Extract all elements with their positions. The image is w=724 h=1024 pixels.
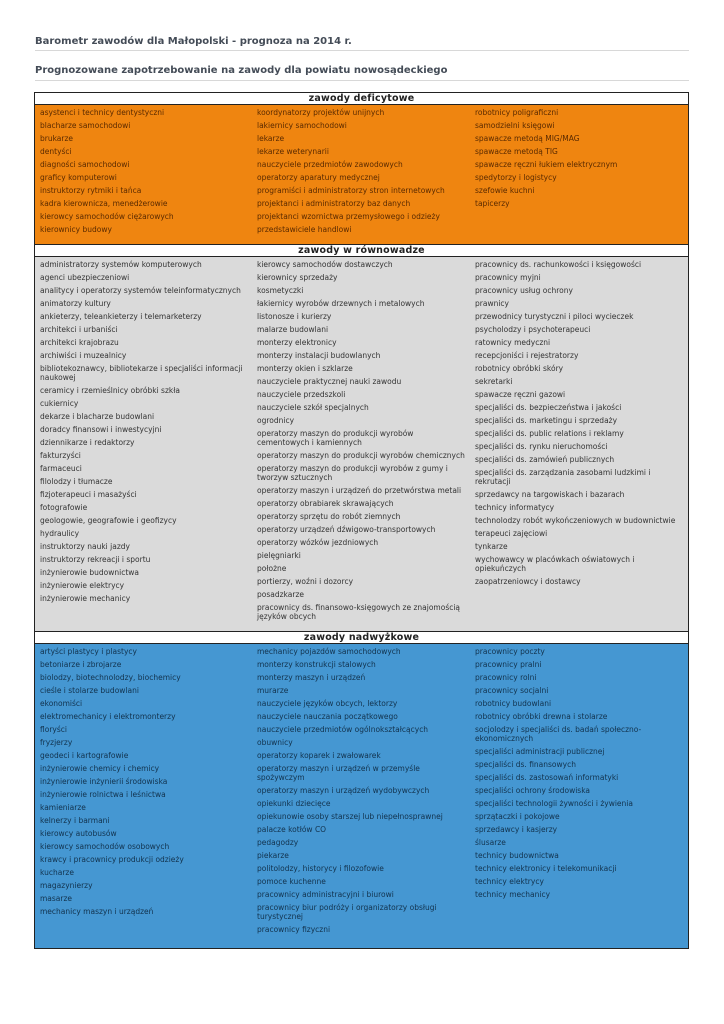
occupation-item: pracownicy rolni bbox=[475, 673, 537, 682]
occupation-item: fryzjerzy bbox=[40, 738, 73, 747]
occupation-item: posadzkarze bbox=[257, 590, 304, 599]
occupation-item: kierowcy samochodów osobowych bbox=[40, 842, 170, 851]
section-heading-surplus: zawody nadwyżkowe bbox=[35, 632, 688, 644]
occupation-item: monterzy okien i szklarze bbox=[257, 364, 353, 373]
occupation-item: pracownicy socjalni bbox=[475, 686, 549, 695]
occupation-item: nauczyciele przedmiotów ogólnokształcących bbox=[257, 725, 429, 734]
surplus-column-2 bbox=[252, 644, 470, 948]
occupation-item: brukarze bbox=[40, 134, 74, 143]
occupation-item: spedytorzy i logistycy bbox=[475, 173, 557, 182]
occupation-item: ceramicy i rzemieślnicy obróbki szkła bbox=[40, 386, 180, 395]
section-deficit bbox=[35, 105, 688, 245]
occupation-item: specjaliści ds. public relations i reklamy bbox=[475, 429, 624, 438]
occupation-item: spawacze metodą TIG bbox=[475, 147, 558, 156]
occupation-item: spawacze ręczni łukiem elektrycznym bbox=[475, 160, 618, 169]
occupation-item: analitycy i operatorzy systemów teleinformatycznych bbox=[40, 286, 241, 295]
section-balance bbox=[35, 257, 688, 632]
occupation-item: nauczyciele przedmiotów zawodowych bbox=[257, 160, 403, 169]
occupation-item: ogrodnicy bbox=[257, 416, 295, 425]
occupation-item: kadra kierownicza, menedżerowie bbox=[40, 199, 168, 208]
occupation-item: koordynatorzy projektów unijnych bbox=[257, 108, 385, 117]
deficit-column-1 bbox=[35, 105, 252, 244]
occupation-item: lakiernicy samochodowi bbox=[257, 121, 347, 130]
occupation-item: specjaliści ds. marketingu i sprzedaży bbox=[475, 416, 618, 425]
occupation-item: pracownicy poczty bbox=[475, 647, 545, 656]
occupation-item: monterzy elektronicy bbox=[257, 338, 337, 347]
occupation-item: pracownicy fizyczni bbox=[257, 925, 331, 934]
occupation-item: listonosze i kurierzy bbox=[257, 312, 332, 321]
occupation-item: betoniarze i zbrojarze bbox=[40, 660, 122, 669]
occupation-item: operatorzy maszyn do produkcji wyrobów chemicznych bbox=[257, 451, 465, 460]
occupation-item: inżynierowie inżynierii środowiska bbox=[40, 777, 168, 786]
occupation-item: artyści plastycy i plastycy bbox=[40, 647, 137, 656]
occupation-item: pedagodzy bbox=[257, 838, 299, 847]
occupation-item: lekarze weterynarii bbox=[257, 147, 329, 156]
occupation-item: szefowie kuchni bbox=[475, 186, 535, 195]
occupation-item: ekonomiści bbox=[40, 699, 83, 708]
occupation-item: technicy informatycy bbox=[475, 503, 555, 512]
occupation-item: operatorzy maszyn do produkcji wyrobów cementowych i kamiennych bbox=[257, 429, 414, 447]
occupation-item: specjaliści ds. finansowych bbox=[475, 760, 576, 769]
occupation-item: robotnicy obróbki skóry bbox=[475, 364, 564, 373]
occupation-item: projektanci wzornictwa przemysłowego i odzieży bbox=[257, 212, 440, 221]
occupation-item: blacharze samochodowi bbox=[40, 121, 131, 130]
occupation-item: inżynierowie chemicy i chemicy bbox=[40, 764, 160, 773]
occupation-item: asystenci i technicy dentystyczni bbox=[40, 108, 165, 117]
occupation-item: operatorzy sprzętu do robót ziemnych bbox=[257, 512, 401, 521]
occupation-item: przewodnicy turystyczni i piloci wycieczek bbox=[475, 312, 634, 321]
occupation-item: monterzy maszyn i urządzeń bbox=[257, 673, 366, 682]
occupation-item: biolodzy, biotechnolodzy, biochemicy bbox=[40, 673, 181, 682]
occupation-item: robotnicy poligraficzni bbox=[475, 108, 559, 117]
occupation-item: tynkarze bbox=[475, 542, 508, 551]
occupation-item: zaopatrzeniowcy i dostawcy bbox=[475, 577, 581, 586]
occupation-item: operatorzy urządzeń dźwigowo-transportowych bbox=[257, 525, 436, 534]
occupation-item: operatorzy maszyn i urządzeń do przetwórstwa metali bbox=[257, 486, 462, 495]
occupation-item: opiekunowie osoby starszej lub niepełnosprawnej bbox=[257, 812, 443, 821]
occupation-item: inżynierowie elektrycy bbox=[40, 581, 125, 590]
title-divider bbox=[35, 50, 689, 51]
occupation-item: malarze budowlani bbox=[257, 325, 329, 334]
occupation-item: architekci i urbaniści bbox=[40, 325, 118, 334]
occupation-item: ratownicy medyczni bbox=[475, 338, 551, 347]
occupation-item: architekci krajobrazu bbox=[40, 338, 119, 347]
occupation-item: specjaliści technologii żywności i żywienia bbox=[475, 799, 633, 808]
occupation-item: ślusarze bbox=[475, 838, 506, 847]
occupation-item: specjaliści ochrony środowiska bbox=[475, 786, 590, 795]
occupation-item: operatorzy maszyn i urządzeń wydobywczych bbox=[257, 786, 430, 795]
occupation-item: sprzątaczki i pokojowe bbox=[475, 812, 560, 821]
occupation-item: programiści i administratorzy stron internetowych bbox=[257, 186, 445, 195]
occupation-item: floryści bbox=[40, 725, 67, 734]
occupation-item: specjaliści ds. bezpieczeństwa i jakości bbox=[475, 403, 622, 412]
occupation-item: kierownicy budowy bbox=[40, 225, 112, 234]
occupation-item: specjaliści administracji publicznej bbox=[475, 747, 605, 756]
occupation-item: geologowie, geografowie i geofizycy bbox=[40, 516, 177, 525]
subtitle-divider bbox=[35, 80, 689, 81]
occupation-item: elektromechanicy i elektromonterzy bbox=[40, 712, 176, 721]
occupation-item: nauczyciele szkół specjalnych bbox=[257, 403, 369, 412]
occupation-item: kierowcy autobusów bbox=[40, 829, 117, 838]
occupation-item: doradcy finansowi i inwestycyjni bbox=[40, 425, 162, 434]
occupation-item: diagności samochodowi bbox=[40, 160, 130, 169]
balance-column-2 bbox=[252, 257, 470, 631]
section-heading-deficit: zawody deficytowe bbox=[35, 93, 688, 105]
occupation-item: animatorzy kultury bbox=[40, 299, 111, 308]
occupation-item: prawnicy bbox=[475, 299, 509, 308]
occupation-item: fakturzyści bbox=[40, 451, 81, 460]
occupation-item: opiekunki dziecięce bbox=[257, 799, 331, 808]
occupation-item: ankieterzy, teleankieterzy i telemarketerzy bbox=[40, 312, 202, 321]
occupation-item: kierowcy samochodów dostawczych bbox=[257, 260, 393, 269]
occupation-item: pracownicy myjni bbox=[475, 273, 541, 282]
occupation-item: pracownicy ds. finansowo-księgowych ze znajomością języków obcych bbox=[257, 603, 461, 621]
occupation-item: nauczyciele języków obcych, lektorzy bbox=[257, 699, 398, 708]
occupation-item: portierzy, woźni i dozorcy bbox=[257, 577, 354, 586]
occupation-item: dziennikarze i redaktorzy bbox=[40, 438, 135, 447]
occupation-item: położne bbox=[257, 564, 287, 573]
occupation-item: agenci ubezpieczeniowi bbox=[40, 273, 130, 282]
occupation-item: palacze kotłów CO bbox=[257, 825, 327, 834]
occupation-item: spawacze metodą MIG/MAG bbox=[475, 134, 580, 143]
occupation-item: dentyści bbox=[40, 147, 72, 156]
occupation-item: spawacze ręczni gazowi bbox=[475, 390, 566, 399]
occupation-item: filolodzy i tłumacze bbox=[40, 477, 113, 486]
occupation-item: instruktorzy rytmiki i tańca bbox=[40, 186, 142, 195]
occupation-item: kamieniarze bbox=[40, 803, 86, 812]
occupation-item: dekarze i blacharze budowlani bbox=[40, 412, 155, 421]
occupation-item: mechanicy pojazdów samochodowych bbox=[257, 647, 401, 656]
occupation-item: fizjoterapeuci i masażyści bbox=[40, 490, 137, 499]
occupation-item: technicy budownictwa bbox=[475, 851, 559, 860]
occupation-item: kelnerzy i barmani bbox=[40, 816, 110, 825]
occupation-item: archiwiści i muzealnicy bbox=[40, 351, 127, 360]
occupation-item: administratorzy systemów komputerowych bbox=[40, 260, 202, 269]
occupation-item: socjolodzy i specjaliści ds. badań społeczno-ekonomicznych bbox=[475, 725, 642, 743]
page-subtitle: Prognozowane zapotrzebowanie na zawody dla powiatu nowosądeckiego bbox=[35, 65, 448, 76]
occupation-item: pracownicy usług ochrony bbox=[475, 286, 573, 295]
occupation-item: cieśle i stolarze budowlani bbox=[40, 686, 139, 695]
occupation-item: cukiernicy bbox=[40, 399, 79, 408]
occupation-item: specjaliści ds. rynku nieruchomości bbox=[475, 442, 608, 451]
occupation-item: fotografowie bbox=[40, 503, 88, 512]
section-heading-balance: zawody w równowadze bbox=[35, 245, 688, 257]
occupation-item: politolodzy, historycy i filozofowie bbox=[257, 864, 384, 873]
occupation-item: projektanci i administratorzy baz danych bbox=[257, 199, 411, 208]
occupation-item: masarze bbox=[40, 894, 73, 903]
occupation-item: mechanicy maszyn i urządzeń bbox=[40, 907, 154, 916]
occupation-item: operatorzy aparatury medycznej bbox=[257, 173, 380, 182]
occupation-item: pracownicy administracyjni i biurowi bbox=[257, 890, 394, 899]
section-surplus bbox=[35, 644, 688, 948]
occupation-item: sekretarki bbox=[475, 377, 513, 386]
occupation-item: operatorzy maszyn do produkcji wyrobów z gumy i tworzyw sztucznych bbox=[257, 464, 448, 482]
occupation-item: terapeuci zajęciowi bbox=[475, 529, 548, 538]
occupation-item: technicy elektronicy i telekomunikacji bbox=[475, 864, 617, 873]
occupation-item: technicy mechanicy bbox=[475, 890, 551, 899]
occupation-item: samodzielni księgowi bbox=[475, 121, 555, 130]
occupation-item: monterzy instalacji budowlanych bbox=[257, 351, 381, 360]
occupation-item: kucharze bbox=[40, 868, 74, 877]
occupation-item: murarze bbox=[257, 686, 289, 695]
occupation-item: kierowcy samochodów ciężarowych bbox=[40, 212, 174, 221]
occupation-item: pomoce kuchenne bbox=[257, 877, 326, 886]
occupation-item: farmaceuci bbox=[40, 464, 82, 473]
balance-column-1 bbox=[35, 257, 252, 631]
occupation-item: hydraulicy bbox=[40, 529, 80, 538]
occupation-item: specjaliści ds. zarządzania zasobami ludzkimi i rekrutacji bbox=[475, 468, 651, 486]
occupation-item: specjaliści ds. zamówień publicznych bbox=[475, 455, 615, 464]
occupations-table bbox=[34, 92, 689, 949]
occupation-item: wychowawcy w placówkach oświatowych i opiekuńczych bbox=[475, 555, 635, 573]
deficit-column-2 bbox=[252, 105, 470, 244]
occupation-item: obuwnicy bbox=[257, 738, 293, 747]
occupation-item: operatorzy wózków jezdniowych bbox=[257, 538, 379, 547]
occupation-item: instruktorzy rekreacji i sportu bbox=[40, 555, 151, 564]
occupation-item: inżynierowie rolnictwa i leśnictwa bbox=[40, 790, 166, 799]
occupation-item: krawcy i pracownicy produkcji odzieży bbox=[40, 855, 184, 864]
occupation-item: piekarze bbox=[257, 851, 289, 860]
occupation-item: sprzedawcy na targowiskach i bazarach bbox=[475, 490, 625, 499]
occupation-item: technicy elektrycy bbox=[475, 877, 544, 886]
occupation-item: pracownicy ds. rachunkowości i księgowości bbox=[475, 260, 642, 269]
occupation-item: pracownicy biur podróży i organizatorzy obsługi turystycznej bbox=[257, 903, 437, 921]
occupation-item: bibliotekoznawcy, bibliotekarze i specjaliści informacji naukowej bbox=[40, 364, 243, 382]
occupation-item: kierownicy sprzedaży bbox=[257, 273, 338, 282]
surplus-column-1 bbox=[35, 644, 252, 948]
occupation-item: robotnicy obróbki drewna i stolarze bbox=[475, 712, 608, 721]
occupation-item: graficy komputerowi bbox=[40, 173, 117, 182]
occupation-item: inżynierowie mechanicy bbox=[40, 594, 131, 603]
occupation-item: operatorzy koparek i zwałowarek bbox=[257, 751, 381, 760]
occupation-item: kosmetyczki bbox=[257, 286, 304, 295]
occupation-item: sprzedawcy i kasjerzy bbox=[475, 825, 558, 834]
deficit-column-3 bbox=[470, 105, 688, 244]
page-title: Barometr zawodów dla Małopolski - prognoza na 2014 r. bbox=[35, 36, 352, 47]
occupation-item: przedstawiciele handlowi bbox=[257, 225, 352, 234]
occupation-item: inżynierowie budownictwa bbox=[40, 568, 140, 577]
occupation-item: instruktorzy nauki jazdy bbox=[40, 542, 130, 551]
occupation-item: monterzy konstrukcji stalowych bbox=[257, 660, 376, 669]
occupation-item: magazynierzy bbox=[40, 881, 93, 890]
occupation-item: lekarze bbox=[257, 134, 285, 143]
occupation-item: nauczyciele nauczania początkowego bbox=[257, 712, 398, 721]
occupation-item: geodeci i kartografowie bbox=[40, 751, 129, 760]
occupation-item: psycholodzy i psychoterapeuci bbox=[475, 325, 591, 334]
occupation-item: łakiernicy wyrobów drzewnych i metalowych bbox=[257, 299, 425, 308]
occupation-item: pielęgniarki bbox=[257, 551, 301, 560]
occupation-item: pracownicy pralni bbox=[475, 660, 542, 669]
occupation-item: nauczyciele praktycznej nauki zawodu bbox=[257, 377, 402, 386]
occupation-item: recepcjoniści i rejestratorzy bbox=[475, 351, 579, 360]
occupation-item: nauczyciele przedszkoli bbox=[257, 390, 346, 399]
occupation-item: operatorzy obrabiarek skrawających bbox=[257, 499, 394, 508]
occupation-item: tapicerzy bbox=[475, 199, 510, 208]
occupation-item: specjaliści ds. zastosowań informatyki bbox=[475, 773, 619, 782]
balance-column-3 bbox=[470, 257, 688, 631]
occupation-item: operatorzy maszyn i urządzeń w przemyśle spożywczym bbox=[257, 764, 420, 782]
occupation-item: robotnicy budowlani bbox=[475, 699, 552, 708]
occupation-item: technolodzy robót wykończeniowych w budownictwie bbox=[475, 516, 676, 525]
surplus-column-3 bbox=[470, 644, 688, 948]
